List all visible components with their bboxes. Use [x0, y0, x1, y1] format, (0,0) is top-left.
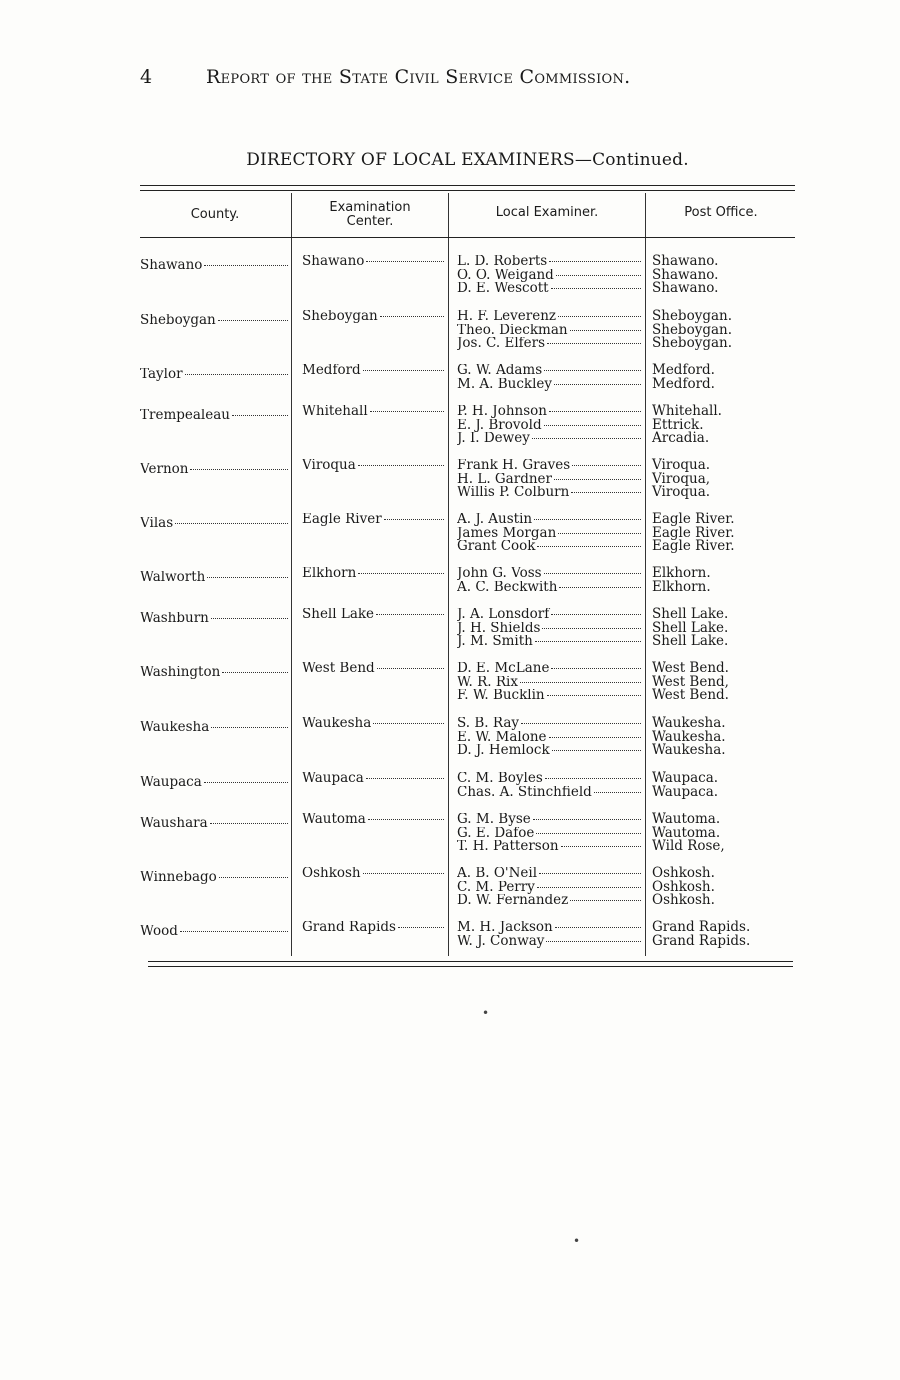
print-speck: • — [573, 1234, 581, 1248]
post-office-name: Viroqua, — [652, 470, 711, 487]
post-office-name: Waukesha. — [652, 728, 726, 745]
post-office-name: West Bend. — [652, 660, 729, 676]
examiner-name: C. M. Perry — [457, 881, 641, 895]
examiner-name: M. H. Jackson — [457, 921, 641, 935]
county-cell: Winnebago — [140, 871, 288, 885]
examination-center-cell: Shawano — [302, 255, 444, 269]
post-office-cell — [652, 567, 792, 594]
post-office-name: Viroqua. — [652, 484, 711, 501]
post-office-name: Shell Lake. — [652, 619, 729, 636]
post-office-name: Medford. — [652, 375, 715, 392]
page-number: 4 — [140, 66, 153, 88]
post-office-name: Grand Rapids. — [652, 919, 751, 935]
post-office-name: Medford. — [652, 362, 715, 378]
post-office-name: Waukesha. — [652, 742, 726, 759]
post-office-name: Sheboygan. — [652, 335, 733, 352]
examiner-name: F. W. Bucklin — [457, 689, 641, 703]
post-office-name: Ettrick. — [652, 416, 704, 433]
examiner-name: Willis P. Colburn — [457, 486, 641, 500]
local-examiner-cell — [457, 310, 641, 351]
county-cell: Vilas — [140, 517, 288, 531]
page-header: Report of the State Civil Service Commission. — [206, 66, 631, 88]
local-examiner-cell — [457, 364, 641, 391]
post-office-cell — [652, 513, 792, 554]
running-head — [140, 66, 740, 96]
examiner-name: E. J. Brovold — [457, 419, 641, 433]
examiner-name: G. W. Adams — [457, 364, 641, 378]
examiner-name: A. C. Beckwith — [457, 581, 641, 595]
examination-center-cell: Medford — [302, 364, 444, 378]
county-cell: Walworth — [140, 571, 288, 585]
county-cell: Wood — [140, 925, 288, 939]
header-examination-center — [292, 201, 448, 229]
post-office-name: Whitehall. — [652, 403, 722, 419]
top-rule-inner — [140, 190, 795, 191]
print-speck: • — [482, 1006, 490, 1020]
post-office-name: Oshkosh. — [652, 865, 715, 881]
local-examiner-cell — [457, 813, 641, 854]
post-office-cell — [652, 717, 792, 758]
local-examiner-cell — [457, 662, 641, 703]
examiner-name: H. F. Leverenz — [457, 310, 641, 324]
examiner-name: Grant Cook — [457, 540, 641, 554]
post-office-name: Waupaca. — [652, 770, 719, 786]
local-examiner-cell — [457, 567, 641, 594]
county-cell: Washburn — [140, 612, 288, 626]
local-examiner-cell — [457, 513, 641, 554]
examiner-name: W. J. Conway — [457, 935, 641, 949]
examiner-name: S. B. Ray — [457, 717, 641, 731]
post-office-name: Wautoma. — [652, 811, 721, 827]
header-post-office: Post Office. — [684, 205, 758, 220]
post-office-name: Shawano. — [652, 280, 719, 297]
post-office-cell — [652, 310, 792, 351]
examiner-name: J. A. Lonsdorf — [457, 608, 641, 622]
post-office-cell — [652, 364, 792, 391]
county-cell: Sheboygan — [140, 314, 288, 328]
post-office-name: Oshkosh. — [652, 892, 715, 909]
examiner-name: John G. Voss — [457, 567, 641, 581]
examiner-name: Jos. C. Elfers — [457, 337, 641, 351]
post-office-name: Wautoma. — [652, 824, 721, 841]
post-office-name: Shell Lake. — [652, 633, 729, 650]
post-office-name: Elkhorn. — [652, 565, 711, 581]
bottom-rule-inner — [148, 966, 793, 967]
county-cell: Waukesha — [140, 721, 288, 735]
post-office-name: Shawano. — [652, 266, 719, 283]
post-office-cell — [652, 459, 792, 500]
examination-center-cell: Oshkosh — [302, 867, 444, 881]
top-rule — [140, 185, 795, 186]
county-cell: Waushara — [140, 817, 288, 831]
post-office-name: Viroqua. — [652, 457, 711, 473]
column-divider — [645, 193, 646, 956]
local-examiner-cell — [457, 255, 641, 296]
post-office-name: Eagle River. — [652, 511, 735, 527]
examiner-name: Frank H. Graves — [457, 459, 641, 473]
examiner-name: M. A. Buckley — [457, 378, 641, 392]
examiner-name: D. W. Fernandez — [457, 894, 641, 908]
local-examiner-cell — [457, 772, 641, 799]
header-county: County. — [190, 207, 240, 222]
examiner-name: L. D. Roberts — [457, 255, 641, 269]
county-cell: Washington — [140, 666, 288, 680]
post-office-name: Waupaca. — [652, 783, 719, 800]
column-divider — [448, 193, 449, 956]
local-examiner-cell — [457, 921, 641, 948]
examination-center-cell: Shell Lake — [302, 608, 444, 622]
examiner-name: A. J. Austin — [457, 513, 641, 527]
examination-center-cell: Sheboygan — [302, 310, 444, 324]
examination-center-cell: Elkhorn — [302, 567, 444, 581]
examiner-name: J. M. Smith — [457, 635, 641, 649]
post-office-name: Shawano. — [652, 253, 719, 269]
post-office-name: Eagle River. — [652, 538, 735, 555]
county-cell: Waupaca — [140, 776, 288, 790]
examiner-name: T. H. Patterson — [457, 840, 641, 854]
post-office-name: Sheboygan. — [652, 308, 733, 324]
post-office-cell — [652, 921, 792, 948]
examiner-name: D. E. Wescott — [457, 282, 641, 296]
examiner-name: G. E. Dafoe — [457, 827, 641, 841]
directory-title: DIRECTORY OF LOCAL EXAMINERS—Continued. — [246, 150, 689, 170]
county-cell: Trempealeau — [140, 409, 288, 423]
post-office-name: Oshkosh. — [652, 878, 715, 895]
examiner-name: H. L. Gardner — [457, 473, 641, 487]
header-center-line1: Examination — [329, 200, 411, 215]
post-office-name: West Bend, — [652, 673, 729, 690]
examiner-name: G. M. Byse — [457, 813, 641, 827]
examiner-name: James Morgan — [457, 527, 641, 541]
examination-center-cell: Waukesha — [302, 717, 444, 731]
local-examiner-cell — [457, 867, 641, 908]
local-examiner-cell — [457, 717, 641, 758]
post-office-cell — [652, 608, 792, 649]
bottom-rule — [148, 961, 793, 962]
post-office-cell — [652, 662, 792, 703]
post-office-name: Eagle River. — [652, 524, 735, 541]
examiner-name: J. I. Dewey — [457, 432, 641, 446]
post-office-cell — [652, 772, 792, 799]
post-office-name: Arcadia. — [652, 430, 710, 447]
examination-center-cell: Grand Rapids — [302, 921, 444, 935]
local-examiner-cell — [457, 459, 641, 500]
post-office-name: Grand Rapids. — [652, 932, 751, 949]
local-examiner-cell — [457, 405, 641, 446]
examination-center-cell: Whitehall — [302, 405, 444, 419]
post-office-cell — [652, 813, 792, 854]
examiner-name: W. R. Rix — [457, 676, 641, 690]
header-local-examiner: Local Examiner. — [495, 205, 599, 220]
examination-center-cell: Wautoma — [302, 813, 444, 827]
county-cell: Taylor — [140, 368, 288, 382]
post-office-name: Wild Rose, — [652, 838, 725, 855]
post-office-name: Shell Lake. — [652, 606, 729, 622]
examination-center-cell: Eagle River — [302, 513, 444, 527]
post-office-name: Sheboygan. — [652, 321, 733, 338]
post-office-cell — [652, 255, 792, 296]
examiner-name: O. O. Weigand — [457, 269, 641, 283]
examiner-name: D. E. McLane — [457, 662, 641, 676]
post-office-name: Waukesha. — [652, 715, 726, 731]
post-office-name: Elkhorn. — [652, 578, 711, 595]
examiner-name: D. J. Hemlock — [457, 744, 641, 758]
examiner-name: P. H. Johnson — [457, 405, 641, 419]
examination-center-cell: Viroqua — [302, 459, 444, 473]
examiner-name: J. H. Shields — [457, 622, 641, 636]
header-center-line2: Center. — [346, 214, 394, 229]
examiner-name: C. M. Boyles — [457, 772, 641, 786]
local-examiner-cell — [457, 608, 641, 649]
examiner-name: A. B. O'Neil — [457, 867, 641, 881]
examination-center-cell: Waupaca — [302, 772, 444, 786]
post-office-cell — [652, 405, 792, 446]
post-office-cell — [652, 867, 792, 908]
examiner-name: Theo. Dieckman — [457, 324, 641, 338]
county-cell: Vernon — [140, 463, 288, 477]
header-rule — [140, 237, 795, 238]
examination-center-cell: West Bend — [302, 662, 444, 676]
examiner-name: Chas. A. Stinchfield — [457, 786, 641, 800]
post-office-name: West Bend. — [652, 687, 729, 704]
examiner-name: E. W. Malone — [457, 731, 641, 745]
column-divider — [291, 193, 292, 956]
county-cell: Shawano — [140, 259, 288, 273]
